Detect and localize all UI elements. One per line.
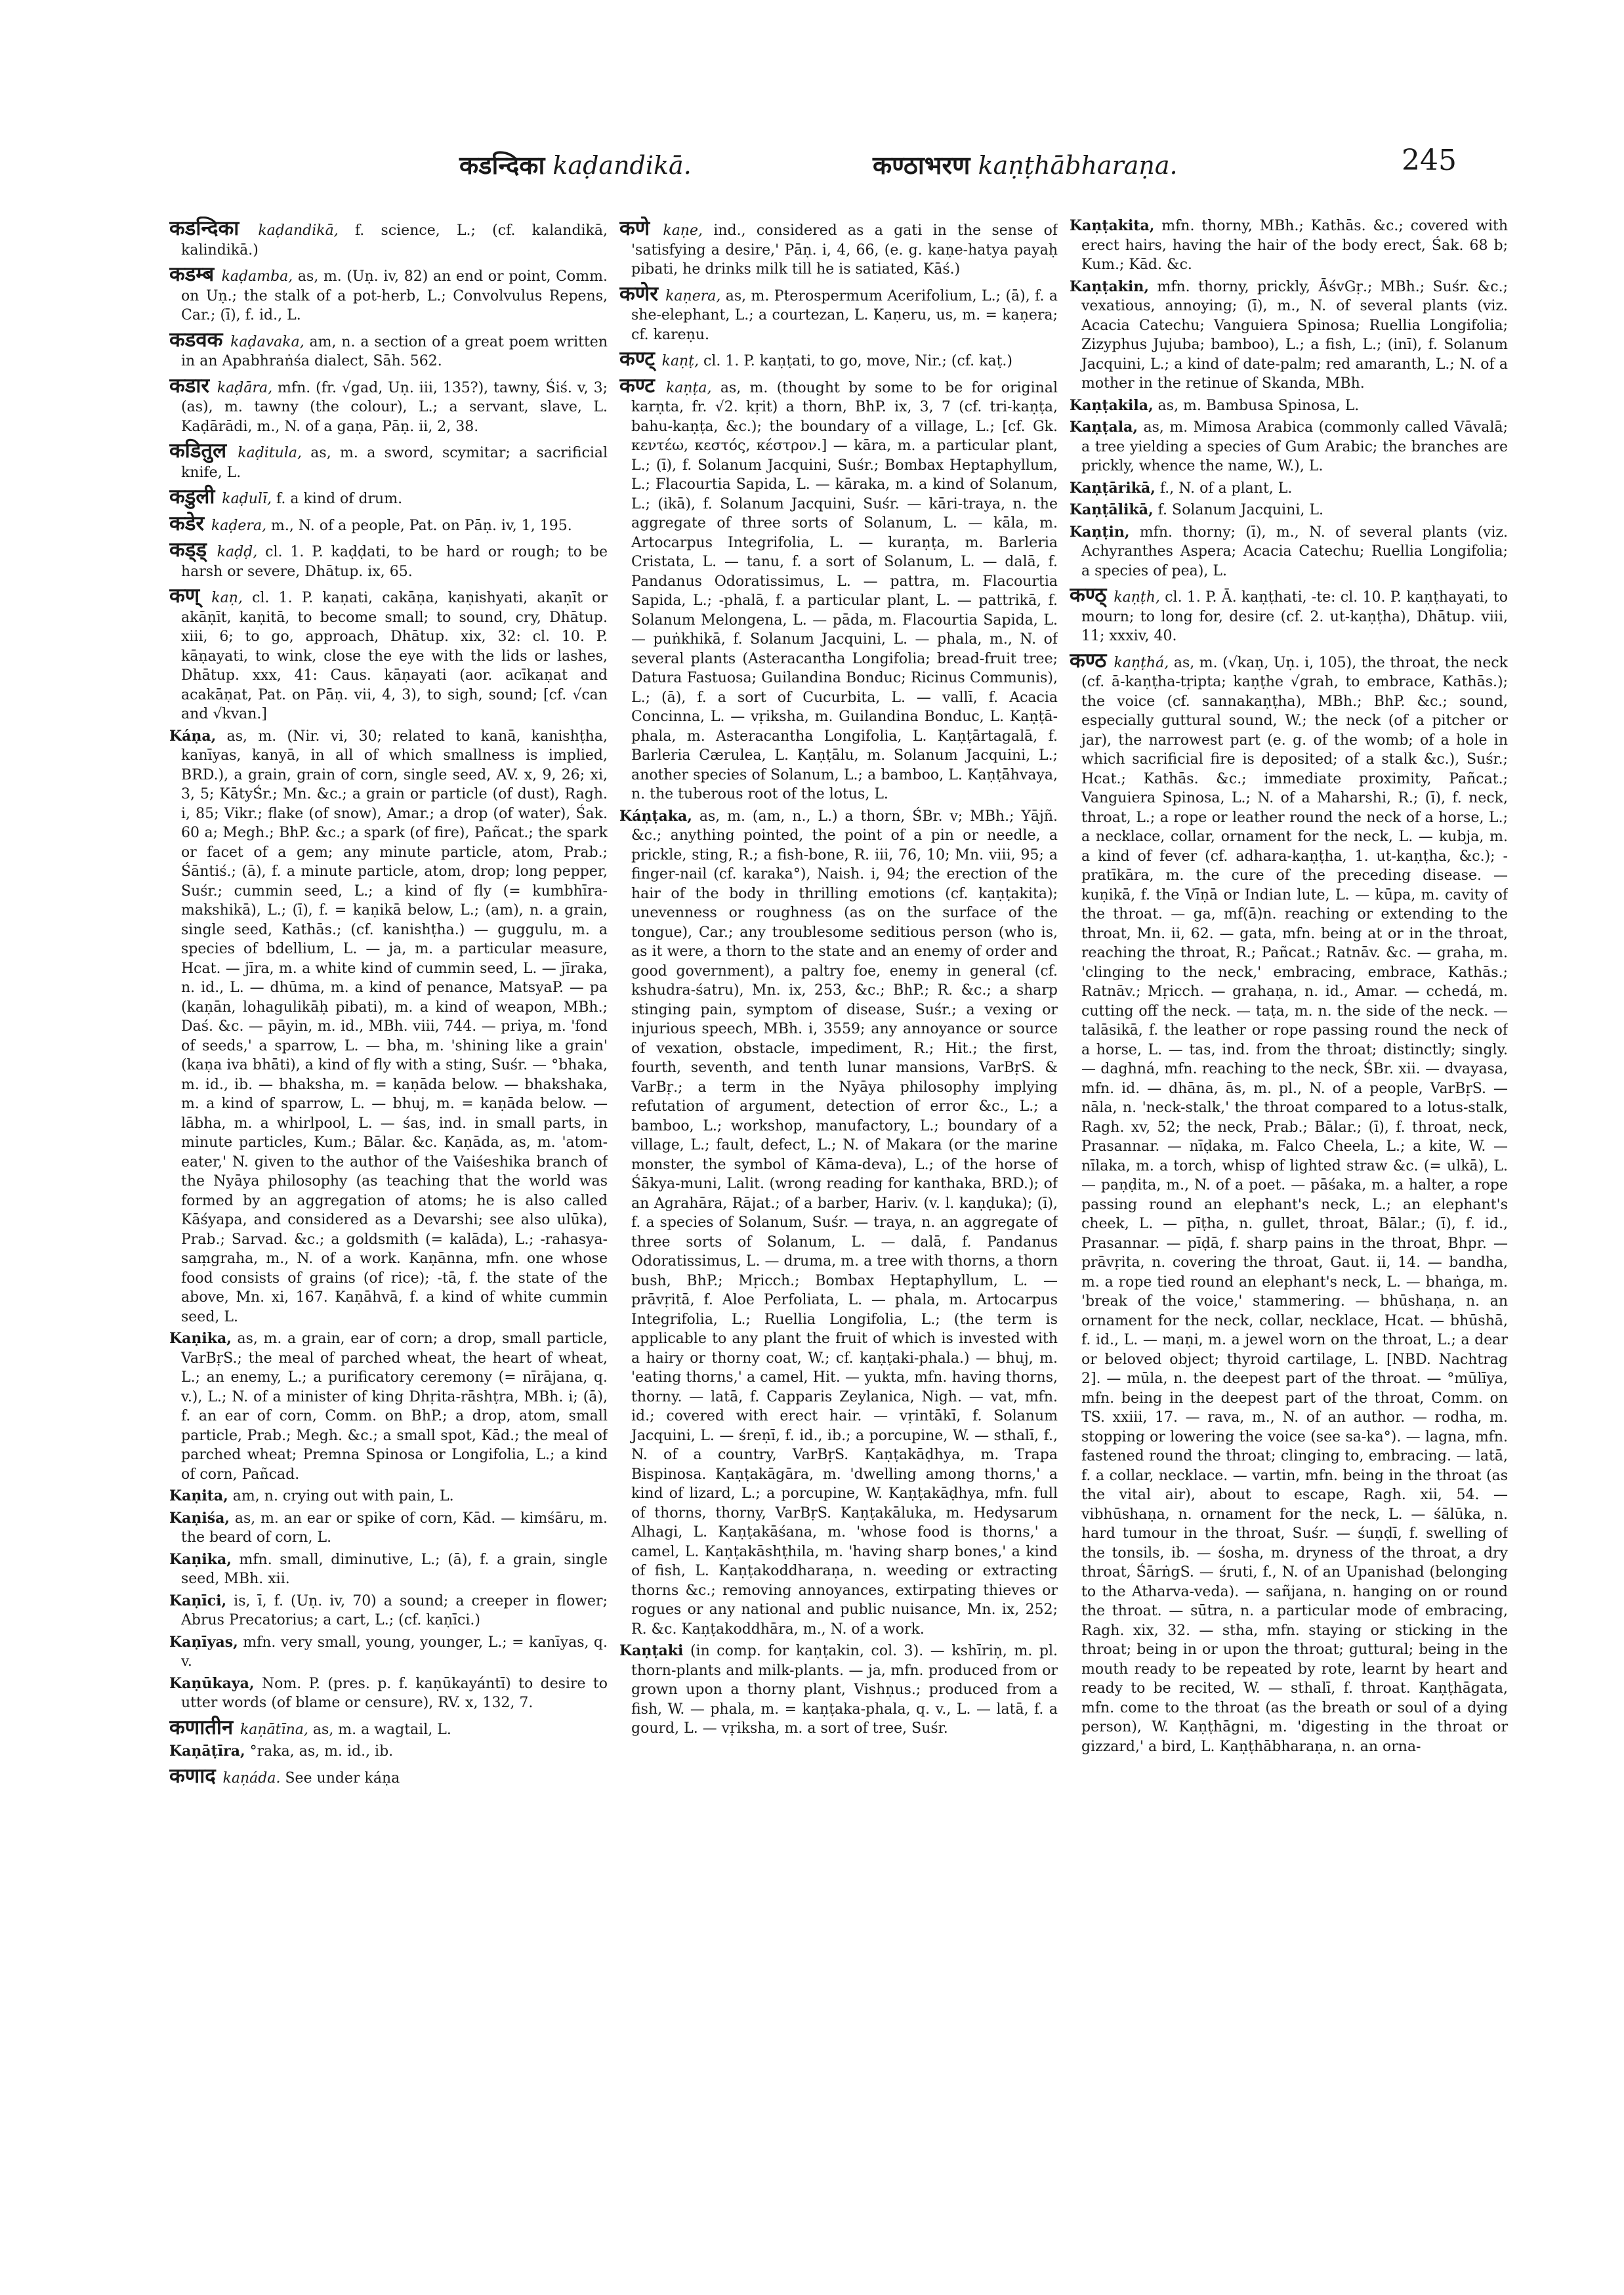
entry-definition: cl. 1. P. Ā. kaṇṭhati, -te: cl. 10. P. kaṇṭhayati, to mourn; to long for, desire (cf. 2. ut-kaṇṭha), Dhātup. viii, 11; xxxiv, 40. [1081, 589, 1508, 644]
column-3 [1070, 217, 1508, 2264]
dictionary-entry [619, 807, 1058, 1640]
entry-headword: Kaṇika, [169, 1330, 232, 1347]
entry-definition: mfn. thorny, MBh.; Kathās. &c.; covered with erect hairs, having the hair of the body erect, Śak. 68 b; Kum.; Kād. &c. [1081, 218, 1508, 273]
entry-headword: kaḍera, [211, 517, 267, 534]
dictionary-entry [169, 262, 608, 325]
dictionary-entry [169, 1509, 608, 1548]
right-headword-devanagari: कण्ठाभरण [873, 150, 970, 180]
page-number: 245 [1402, 144, 1457, 177]
entry-devanagari: कडार [169, 373, 217, 398]
dictionary-entry [169, 1550, 608, 1589]
entry-definition: cl. 1. P. kaṇṭati, to go, move, Nir.; (cf. kaṭ.) [699, 353, 1012, 369]
entry-definition: f., N. of a plant, L. [1155, 480, 1293, 497]
entry-headword: Kaṇāṭīra, [169, 1743, 245, 1760]
entry-headword: kaṇṭhá, [1114, 654, 1169, 671]
entry-definition: mfn. thorny, prickly, ĀśvGṛ.; MBh.; Suśr. &c.; vexatious, annoying; (ī), m., N. of several plants (viz. Acacia Catechu; Vanguiera Spinosa; Ruellia Longifolia; Zizyphus Jujuba; bamboo), L.; a fish, L.; (inī), f. Solanum Jacquini, L.; a kind of date-palm; red amaranth, L.; N. of a mother in the retinue of Skanda, MBh. [1081, 278, 1508, 392]
entry-headword: Kaṇṭārikā, [1070, 479, 1156, 497]
entry-definition: See under káṇa [280, 1769, 400, 1787]
entry-headword: Kaṇṭin, [1070, 523, 1130, 541]
dictionary-entry [169, 1764, 608, 1788]
entry-definition: mfn. (fr. √gad, Uṇ. iii, 135?), tawny, Śiś. v, 3; (as), m. tawny (the colour), L.; a servant, slave, L. Kaḍārādi, m., N. of a gaṇa, Pāṇ. ii, 2, 38. [181, 379, 608, 435]
entry-headword: kaḍamba, [221, 268, 293, 285]
entry-definition: f. Solanum Jacquini, L. [1153, 502, 1324, 518]
dictionary-entry [169, 512, 608, 536]
entry-definition: cl. 1. P. kaḍḍati, to be hard or rough; to be harsh or severe, Dhātup. ix, 65. [181, 544, 608, 580]
dictionary-entry [169, 1487, 608, 1506]
dictionary-entry [169, 1674, 608, 1713]
dictionary-entry [619, 217, 1058, 279]
dictionary-entry [1070, 501, 1508, 520]
dictionary-entry [169, 1592, 608, 1630]
entry-headword: kaṇṭ, [661, 353, 699, 369]
entry-devanagari: कण्ट् [619, 347, 662, 371]
entry-definition: as, m. (am, n., L.) a thorn, ŚBr. v; MBh.; Yājñ. &c.; anything pointed, the point of a pin or needle, a prickle, sting, R.; a fish-bone, R. iii, 76, 10; Mn. viii, 95; a finger-nail (cf. karaka°), Naish. i, 94; the erection of the hair of the body in thrilling emotions (cf. kaṇṭakita); unevenness or roughness (as on the surface of the tongue), Car.; any troublesome seditious person (who is, as it were, a thorn to the state and an enemy of order and good government), a paltry foe, enemy in general (cf. kshudra-śatru), Mn. ix, 253, &c.; BhP.; R. &c.; a sharp stinging pain, symptom of disease, Suśr.; a vexing or injurious speech, MBh. i, 3559; any annoyance or source of vexation, obstacle, impediment, R.; Hit.; the first, fourth, seventh, and tenth lunar mansions, VarBṛS. & VarBṛ.; a term in the Nyāya philosophy implying refutation of argument, detection of error &c., L.; a bamboo, L.; workshop, manufactory, L.; boundary of a village, L.; fault, defect, L.; N. of Makara (or the marine monster, the symbol of Kāma-deva), L.; of the horse of Śākya-muni, Lalit. (wrong reading for kanthaka, BRD.); of an Agrahāra, Rājat.; of a barber, Hariv. (v. l. kaṇḍuka); (ī), f. a species of Solanum, Suśr. — traya, n. an aggregate of three sorts of Solanum, L. — dalā, f. Pandanus Odoratissimus, L. — druma, m. a tree with thorns, a thorn bush, BhP.; Mṛicch.; Bombax Heptaphyllum, L. — prāvṛitā, f. Aloe Perfoliata, L. — phala, m. Artocarpus Integrifolia, L.; Ruellia Longifolia, L.; (the term is applicable to any plant the fruit of which is invested with a hairy or thorny coat, W.; cf. kaṇṭaki-phala.) — bhuj, m. 'eating thorns,' a camel, Hit. — yukta, mfn. having thorns, thorny. — latā, f. Capparis Zeylanica, Nigh. — vat, mfn. id.; covered with erect hair. — vṛintākī, f. Solanum Jacquini, L. — śreṇī, f. id., ib.; a porcupine, W. — sthalī, f., N. of a country, VarBṛS. Kaṇṭakāḍhya, m. Trapa Bispinosa. Kaṇṭakāgāra, m. 'dwelling among thorns,' a kind of lizard, L.; a porcupine, W. Kaṇṭakāḍhya, mfn. full of thorns, thorny, VarBṛS. Kaṇṭakāluka, m. Hedysarum Alhagi, L. Kaṇṭakāśana, m. 'whose food is thorns,' a camel, L. Kaṇṭakāshṭhila, m. 'having sharp bones,' a kind of fish, L. Kaṇṭakoddharaṇa, n. weeding or extracting thorns &c.; removing annoyances, extirpating thieves or rogues or any national and public nuisance, Mn. ix, 252; R. &c. Kaṇṭakoddhāra, m., N. of a work. [631, 808, 1058, 1638]
entry-definition: cl. 1. P. kaṇati, cakāṇa, kaṇishyati, akaṇīt or akāṇīt, kaṇitā, to become small; to sound, cry, Dhātup. xiii, 6; to go, approach, Dhātup. xix, 32: cl. 10. P. kāṇayati, to wink, close the eye with the lids or lashes, Dhātup. xxx, 41: Caus. kāṇayati (aor. acīkaṇat and acakāṇat, Pat. on Pāṇ. vii, 4, 3), to sigh, sound; [cf. √can and √kvan.] [181, 590, 608, 722]
entry-headword: Kaṇiśa, [169, 1509, 230, 1527]
entry-definition: as, m. (thought by some to be for original karṇta, fr. √2. kṛit) a thorn, BhP. ix, 3, 7 (cf. tri-kaṇṭa, bahu-kaṇṭa, &c.); the boundary of a village, L.; [cf. Gk. κεντέω, κεστός, κέστρον.] — kāra, m. a particular plant, L.; (ī), f. Solanum Jacquini, Suśr.; Bombax Heptaphyllum, L.; Flacourtia Sapida, L. — kāraka, m. a kind of Solanum, L.; (ikā), f. Solanum Jacquini, Suśr. — kāri-traya, n. the aggregate of three sorts of Solanum, L. — kāla, m. Artocarpus Integrifolia, L. — kuraṇṭa, m. Barleria Cristata, L. — tanu, f. a sort of Solanum, L. — dalā, f. Pandanus Odoratissimus, L. — pattra, m. Flacourtia Sapida, L.; -phalā, f. a particular plant, L. — pattrikā, f. Solanum Melongena, L. — pāda, m. Flacourtia Sapida, L. — puṅkhikā, f. Solanum Jacquini, L. — phala, m., N. of several plants (Asteracantha Longifolia; bread-fruit tree; Datura Fastuosa; Guilandina Bonduc; Ricinus Communis), L.; (ā), f. a sort of Cucurbita, L. — vallī, f. Acacia Concinna, L. — vṛiksha, m. Guilandina Bonduc, L. Kaṇṭā-phala, m. Asteracantha Longifolia, L. Kaṇṭārtagalā, f. Barleria Cærulea, L. Kaṇṭālu, m. Solanum Jacquini, L.; another species of Solanum, L.; a bamboo, L. Kaṇṭāhvaya, n. the tuberous root of the lotus, L. [631, 379, 1058, 802]
entry-headword: Kaṇika, [169, 1550, 232, 1568]
entry-headword: kaḍḍ, [217, 544, 258, 560]
entry-devanagari: कडितुल [169, 439, 238, 463]
entry-definition: am, n. a section of a great poem written in an Apabhraṅśa dialect, Sāh. 562. [181, 333, 608, 369]
entry-headword: kaṇera, [665, 287, 721, 304]
entry-devanagari: कडवक [169, 327, 231, 352]
column-1 [169, 217, 608, 2264]
entry-headword: kaḍulī, [222, 491, 272, 507]
dictionary-entry [169, 439, 608, 482]
dictionary-entry [169, 727, 608, 1327]
entry-headword: Káṇṭaka, [619, 807, 692, 825]
dictionary-entry [1070, 649, 1508, 1757]
entry-definition: as, m. a sword, scymitar; a sacrificial knife, L. [181, 445, 608, 481]
entry-headword: Kaṇṭakila, [1070, 396, 1154, 414]
left-headword-devanagari: कडन्दिका [459, 150, 545, 180]
entry-definition: as, m. Bambusa Spinosa, L. [1153, 397, 1360, 414]
entry-headword: Kaṇṭakita, [1070, 217, 1155, 234]
entry-headword: kaṇe, [663, 222, 703, 239]
left-headword-roman: kaḍandikā. [552, 151, 692, 180]
entry-definition: °raka, as, m. id., ib. [245, 1743, 394, 1760]
dictionary-entry [169, 1633, 608, 1672]
entry-headword: Kaṇūkaya, [169, 1674, 255, 1692]
entry-definition: mfn. thorny; (ī), m., N. of several plants (viz. Achyranthes Aspera; Acacia Catechu; Ruellia Longifolia; a species of pea), L. [1081, 524, 1508, 579]
dictionary-entry [169, 1329, 608, 1484]
entry-definition: as, m. (√kaṇ, Uṇ. i, 105), the throat, the neck (cf. ā-kaṇṭha-tṛipta; kaṇṭhe √grah, to embrace, Kathās.); the voice (cf. sannakaṇṭha), MBh.; BhP. &c.; sound, especially guttural sound, W.; the neck (of a pitcher or jar), the narrowest part (e. g. of the womb; of a hole in which sacrificial fire is deposited; of a stalk &c.), Suśr.; Hcat.; Kathās. &c.; immediate proximity, Pañcat.; Vanguiera Spinosa, L.; N. of a Maharshi, R.; (ī), f. neck, throat, L.; a rope or leather round the neck of a horse, L.; a necklace, collar, ornament for the neck, L. — kubja, m. a kind of fever (cf. adhara-kaṇṭha, 1. ut-kaṇṭha, &c.); -pratīkāra, m. the cure of the preceding disease. — kuṇikā, f. the Vīṇā or Indian lute, L. — kūpa, m. cavity of the throat. — ga, mf(ā)n. reaching or extending to the throat, Mn. ii, 62. — gata, mfn. being at or in the throat, reaching the throat, R.; Pañcat.; Ratnāv. &c. — graha, m. 'clinging to the neck,' embracing, embrace, Kathās.; Ratnāv.; Mṛicch. — grahaṇa, n. id., Amar. — cchedá, m. cutting off the neck. — taṭa, m. n. the side of the neck. — talāsikā, f. the leather or rope passing round the neck of a horse, L. — tas, ind. from the throat; distinctly; singly. — daghná, mfn. reaching to the neck, ŚBr. xii. — dvayasa, mfn. id. — dhāna, ās, m. pl., N. of a people, VarBṛS. — nāla, n. 'neck-stalk,' the throat compared to a lotus-stalk, Ragh. xv, 52; the neck, Prab.; Bālar.; (ī), f. throat, neck, Prasannar. — nīḍaka, m. Falco Cheela, L.; a kite, W. — nīlaka, m. a torch, whisp of lighted straw &c. (= ulkā), L. — paṇḍita, m., N. of a poet. — pāśaka, m. a halter, a rope passing round an elephant's neck, L.; an elephant's cheek, L. — pīṭha, n. gullet, throat, Bālar.; (ī), f. id., Prasannar. — pīḍā, f. sharp pains in the throat, Bhpr. — prāvṛita, n. covering the throat, Gaut. ii, 14. — bandha, m. a rope tied round an elephant's neck, L. — bhaṅga, m. 'break of the voice,' stammering. — bhūshaṇa, n. an ornament for the neck, collar, necklace, Hcat. — bhūshā, f. id., L. — maṇi, m. a jewel worn on the throat, L.; a dear or beloved object; thyroid cartilage, L. [NBD. Nachtrag 2]. — mūla, n. the deepest part of the throat. — °mūlīya, mfn. being in the deepest part of the throat, Comm. on TS. xxiii, 17. — rava, m., N. of an author. — rodha, m. stopping or lowering the voice (see sa-ka°). — lagna, mfn. fastened round the throat; clinging to, embracing. — latā, f. a collar, necklace. — vartin, mfn. being in the throat (as the vital air), about to escape, Ragh. xii, 54. — vibhūshaṇa, n. ornament for the neck, L. — śālūka, n. hard tumour in the throat, Suśr. — śuṇḍī, f. swelling of the tonsils, ib. — śosha, m. dryness of the throat, a dry throat, ŚārṅgS. — śruti, f., N. of an Upanishad (belonging to the Atharva-veda). — sañjana, n. hanging on or round the throat. — sūtra, n. a particular mode of embracing, Ragh. xix, 32. — stha, mfn. staying or sticking in the throat; being in or upon the throat; guttural; being in the mouth ready to be repeated by rote, learnt by heart and ready to be recited, W. — sthalī, f. throat. Kaṇṭhāgata, mfn. come to the throat (as the breath or soul of a dying person), W. Kaṇṭhāgni, m. 'digesting in the throat or gizzard,' a bird, L. Kaṇṭhābharaṇa, n. an orna- [1081, 654, 1508, 1755]
entry-headword: Kaṇīci, [169, 1592, 227, 1609]
dictionary-entry [169, 1742, 608, 1762]
dictionary-entry [169, 328, 608, 371]
dictionary-entry [1070, 479, 1508, 499]
entry-headword: kaṇáda. [222, 1769, 281, 1787]
entry-devanagari: कण्ट [619, 373, 666, 398]
dictionary-entry [619, 1642, 1058, 1739]
entry-definition: as, m. a grain, ear of corn; a drop, small particle, VarBṛS.; the meal of parched wheat, the heart of wheat, L.; an enemy, L.; a purificatory ceremony (= nīrājana, q. v.), L.; N. of a minister of king Dhṛita-rāshṭra, MBh. i; (ā), f. an ear of corn, Comm. on BhP.; a drop, atom, small particle, Prab.; Megh. &c.; a small spot, Kād.; the meal of parched wheat; Premna Spinosa or Longifolia, L.; a kind of corn, Pañcad. [181, 1331, 608, 1483]
dictionary-entry [1070, 523, 1508, 581]
entry-definition: as, m. Pterospermum Acerifolium, L.; (ā), f. a she-elephant, L.; a courtezan, L. Kaṇeru, us, m. = kaṇera; cf. kareṇu. [631, 287, 1058, 343]
entry-headword: kaṇṭh, [1114, 589, 1160, 606]
entry-devanagari: कडम्ब [169, 262, 222, 286]
entry-devanagari: कणातीन [169, 1715, 240, 1739]
entry-headword: kaḍitula, [238, 445, 302, 461]
left-headword [459, 148, 692, 182]
entry-definition: f. science, L.; (cf. kalandikā, kalindikā.) [181, 222, 608, 258]
entry-definition: as, m. a wagtail, L. [308, 1721, 451, 1738]
dictionary-entry [1070, 396, 1508, 416]
dictionary-entry [1070, 418, 1508, 476]
dictionary-entry [619, 374, 1058, 804]
dictionary-entry [1070, 583, 1508, 646]
entry-devanagari: कडेर [169, 511, 211, 535]
entry-devanagari: कडन्दिका [169, 217, 259, 240]
entry-definition: as, m. Mimosa Arabica (commonly called Vāvalā; a tree yielding a species of Gum Arabic; the branches are prickly, whence the name, W.), L. [1081, 419, 1508, 474]
entry-devanagari: कड्ड् [169, 538, 217, 562]
entry-definition: am, n. crying out with pain, L. [228, 1488, 454, 1504]
entry-devanagari: कडुली [169, 485, 222, 508]
entry-definition: Nom. P. (pres. p. f. kaṇūkayántī) to desire to utter words (of blame or censure), RV. x, 132, 7. [181, 1675, 608, 1711]
entry-definition: f. a kind of drum. [272, 491, 403, 507]
entry-devanagari: कण्ठ् [1070, 583, 1114, 607]
dictionary-entry [619, 347, 1058, 371]
entry-headword: Kaṇṭala, [1070, 419, 1138, 436]
entry-devanagari: कणे [619, 217, 663, 240]
entry-headword: kaṇātīna, [239, 1721, 308, 1738]
entry-headword: Kaṇṭakin, [1070, 278, 1150, 295]
dictionary-entry [1070, 278, 1508, 394]
dictionary-entry [169, 538, 608, 581]
page-header [0, 144, 1624, 194]
dictionary-entry [169, 1716, 608, 1740]
entry-definition: m., N. of a people, Pat. on Pāṇ. iv, 1, 195. [266, 517, 572, 534]
column-2 [619, 217, 1058, 2264]
dictionary-entry [619, 282, 1058, 345]
entry-headword: Kaṇṭaki [619, 1642, 684, 1659]
entry-headword: Káṇa, [169, 727, 217, 745]
right-headword-roman: kaṇṭhābharaṇa. [978, 151, 1178, 180]
entry-definition: as, m. (Uṇ. iv, 82) an end or point, Comm. on Uṇ.; the stalk of a pot-herb, L.; Convolvulus Repens, Car.; (ī), f. id., L. [181, 268, 608, 323]
entry-devanagari: कण्ठ [1070, 648, 1114, 672]
dictionary-entry [169, 584, 608, 724]
dictionary-entry [169, 217, 608, 260]
entry-headword: kaḍāra, [217, 379, 273, 396]
dictionary-entry [169, 374, 608, 437]
entry-definition: (in comp. for kaṇṭakin, col. 3). — kshīriṇ, m. pl. thorn-plants and milk-plants. — ja, mfn. produced from or grown upon a thorny plant, Vishṇus.; produced from a fish, W. — phala, m. = kaṇṭaka-phala, q. v., L. — latā, f. a gourd, L. — vṛiksha, m. a sort of tree, Suśr. [631, 1643, 1058, 1737]
entry-definition: as, m. (Nir. vi, 30; related to kanā, kanishṭha, kanīyas, kanyā, in all of which smallness is implied, BRD.), a grain, grain of corn, single seed, AV. x, 9, 26; xi, 3, 5; KātyŚr.; Mn. &c.; a grain or particle (of dust), Ragh. i, 85; Vikr.; flake (of snow), Amar.; a drop (of water), Śak. 60 a; Megh.; BhP. &c.; a spark (of fire), Pañcat.; the spark or facet of a gem; any minute particle, atom, Prab.; Śāntiś.; (ā), f. a minute particle, atom, drop; long pepper, Suśr.; cummin seed, L.; a kind of fly (= kumbhīra-makshikā), L.; (ī), f. = kaṇikā below, L.; (am), n. a grain, single seed, Kathās.; (cf. kanishṭha.) — guggulu, m. a species of bdellium, L. — ja, m. a particular measure, Hcat. — jīra, m. a white kind of cummin seed, L. — jīraka, n. id., L. — dhūma, m. a kind of penance, MatsyaP. — pa (kaṇān, lohagulikāḥ pibati), m. a kind of weapon, MBh.; Daś. &c. — pāyin, m. id., MBh. viii, 744. — priya, m. 'fond of seeds,' a sparrow, L. — bha, m. 'shining like a grain' (kaṇa iva bhāti), a kind of fly with a sting, Suśr. — °bhaka, m. id., ib. — bhaksha, m. = kaṇāda below. — bhakshaka, m. a kind of sparrow, L. — bhuj, m. = kaṇāda below. — lābha, m. a whirlpool, L. — śas, ind. in small parts, in minute particles, Kum.; Bālar. &c. Kaṇāda, as, m. 'atom-eater,' N. given to the author of the Vaiśeshika branch of the Nyāya philosophy (as teaching that the world was formed by an aggregation of atoms; he is also called Kāśyapa, and considered as a Devarshi; see also ulūka), Prab.; Sarvad. &c.; a goldsmith (= kalāda), L.; -rahasya-saṃgraha, m., N. of a work. Kaṇānna, mfn. one whose food consists of grains (of rice); -tā, f. the state of the above, Mn. xi, 167. Kaṇāhvā, f. a kind of white cummin seed, L. [181, 728, 608, 1325]
entry-devanagari: कणेर [619, 281, 666, 306]
entry-definition: is, ī, f. (Uṇ. iv, 70) a sound; a creeper in flower; Abrus Precatorius; a cart, L.; (cf. kaṇīci.) [181, 1592, 608, 1628]
entry-headword: kaṇ, [211, 590, 243, 606]
entry-devanagari: कणाद [169, 1764, 223, 1788]
entry-definition: mfn. very small, young, younger, L.; = kanīyas, q. v. [181, 1634, 608, 1670]
entry-devanagari: कण् [169, 584, 212, 608]
entry-definition: ind., considered as a gati in the sense of 'satisfying a desire,' Pāṇ. i, 4, 66, (e. g. kaṇe-hatya payaḥ pibati, he drinks milk till he is satiated, Kāś.) [631, 222, 1058, 278]
entry-headword: Kaṇita, [169, 1487, 228, 1504]
entry-headword: Kaṇṭālikā, [1070, 501, 1154, 518]
entry-headword: kaḍavaka, [230, 333, 304, 350]
entry-definition: mfn. small, diminutive, L.; (ā), f. a grain, single seed, MBh. xii. [181, 1551, 608, 1587]
dictionary-entry [1070, 217, 1508, 275]
dictionary-entry [169, 485, 608, 509]
entry-headword: Kaṇīyas, [169, 1633, 238, 1651]
entry-headword: kaḍandikā, [258, 222, 339, 239]
right-headword [873, 148, 1178, 182]
entry-headword: kaṇṭa, [665, 379, 712, 396]
entry-definition: as, m. an ear or spike of corn, Kād. — kimśāru, m. the beard of corn, L. [181, 1510, 608, 1546]
